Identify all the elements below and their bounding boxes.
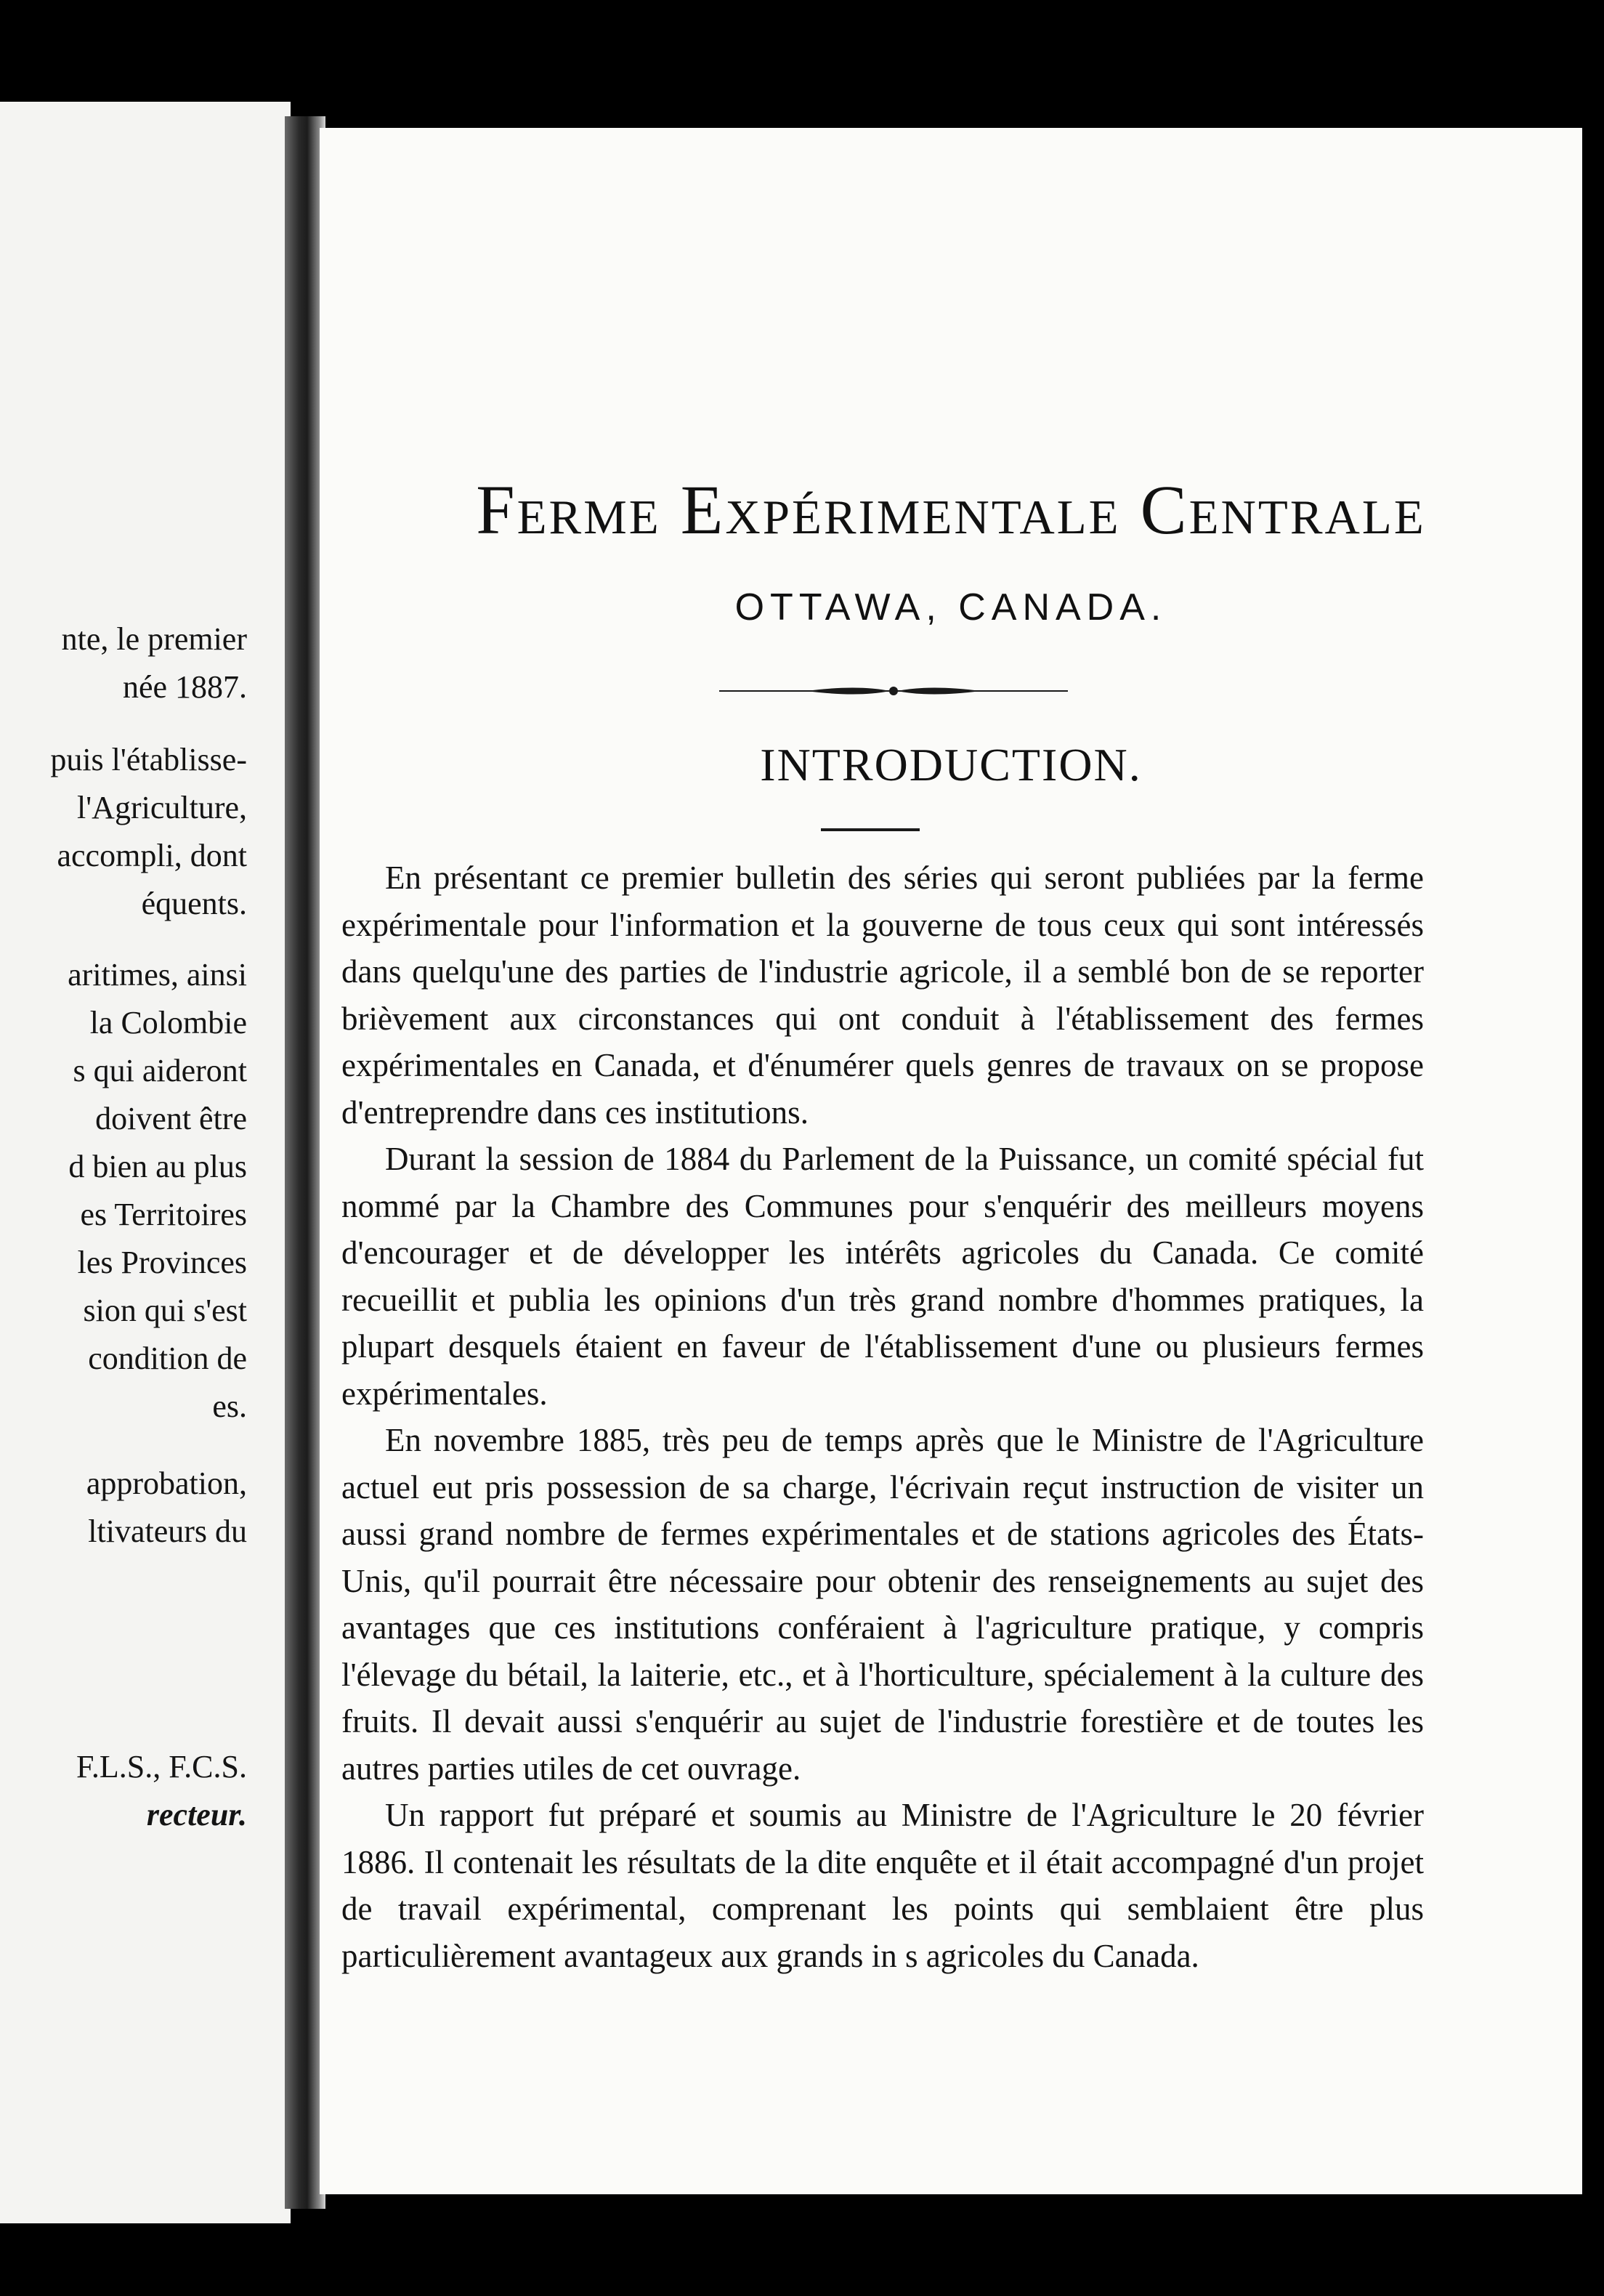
- left-page-line: les Provinces: [77, 1245, 247, 1280]
- page-subtitle: OTTAWA, CANADA.: [734, 586, 1167, 628]
- right-page: [320, 128, 1582, 2194]
- left-page-line: es.: [212, 1388, 247, 1424]
- left-page-line: d bien au plus: [68, 1149, 247, 1184]
- paragraph: En novembre 1885, très peu de temps après que le Ministre de l'Agriculture actuel eut pris possession de sa charge, l'écrivain reçut instruction de visiter un aussi grand nombre de fermes expérimentales et de stations agricoles des États-Unis, qu'il pourrait être nécessaire pour obtenir des renseignements au sujet des avantages que ces institutions conféraient à l'agriculture pratique, y compris l'élevage du bétail, la laiterie, etc., et à l'horticulture, spécialement à la culture des fruits. Il devait aussi s'enquérir au sujet de l'industrie forestière et de toutes les autres parties utiles de cet ouvrage.: [341, 1422, 1424, 1787]
- page-title: Ferme Expérimentale Centrale: [476, 471, 1426, 549]
- left-page-signature-title: recteur.: [146, 1797, 247, 1832]
- left-page-line: puis l'établisse-: [50, 742, 247, 777]
- left-page: [0, 102, 291, 2223]
- ornamental-divider: [719, 680, 1068, 702]
- left-page-line: aritimes, ainsi: [68, 957, 247, 993]
- left-page-line: nte, le premier: [61, 621, 247, 657]
- paragraph: Un rapport fut préparé et soumis au Ministre de l'Agriculture le 20 février 1886. Il contenait les résultats de la dite enquête et il était accompagné d'un projet de travail expérimental, comprenant les points qui semblaient être plus particulièrement avantageux aux grands in s agricoles du Canada.: [341, 1797, 1424, 1974]
- paragraph: Durant la session de 1884 du Parlement de la Puissance, un comité spécial fut nommé par la Chambre des Communes pour s'enquérir des meilleurs moyens d'encourager et de développer les intérêts agricoles du Canada. Ce comité recueillit et publia les opinions d'un très grand nombre d'hommes pratiques, la plupart desquels étaient en faveur de l'établissement d'une ou plusieurs fermes expérimentales.: [341, 1141, 1424, 1412]
- paragraph: En présentant ce premier bulletin des séries qui seront publiées par la ferme expérimentale pour l'information et la gouverne de tous ceux qui sont intéressés dans quelqu'une des parties de l'industrie agricole, il a semblé bon de se reporter brièvement aux circonstances qui ont conduit à l'établissement des fermes expérimentales en Canada, et d'énumérer quels genres de travaux on se propose d'entreprendre dans ces institutions.: [341, 860, 1424, 1131]
- left-page-credentials: F.L.S., F.C.S.: [76, 1749, 247, 1784]
- left-page-line: née 1887.: [122, 669, 247, 705]
- left-page-line: ltivateurs du: [88, 1513, 247, 1549]
- section-heading: INTRODUCTION.: [760, 739, 1142, 791]
- left-page-line: condition de: [88, 1341, 247, 1376]
- left-page-line: sion qui s'est: [83, 1293, 247, 1328]
- body-text: [341, 854, 1424, 1979]
- left-page-line: s qui aideront: [73, 1053, 247, 1088]
- heading-rule: [821, 828, 920, 831]
- left-page-line: l'Agriculture,: [77, 790, 247, 825]
- left-page-line: accompli, dont: [57, 838, 247, 873]
- left-page-line: la Colombie: [89, 1005, 247, 1040]
- left-page-line: es Territoires: [80, 1197, 247, 1232]
- left-page-line: approbation,: [86, 1466, 247, 1501]
- left-page-line: doivent être: [95, 1101, 247, 1136]
- left-page-line: équents.: [141, 886, 247, 921]
